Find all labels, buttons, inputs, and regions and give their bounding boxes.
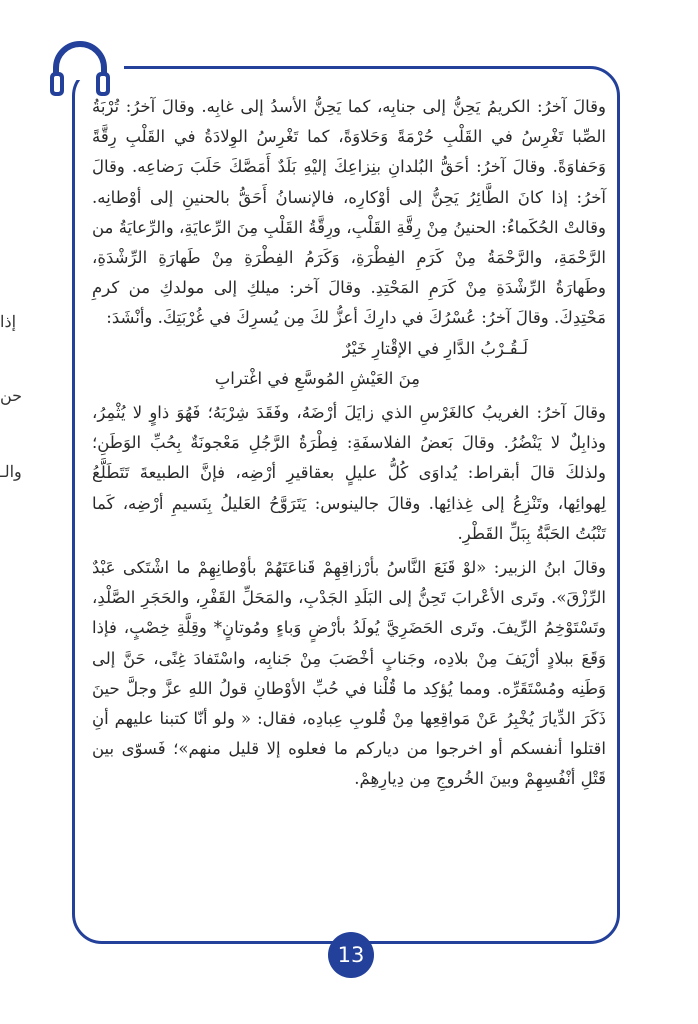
verse-line-2: مِنَ العَيْشِ المُوسَّعِ في اغْترابِ bbox=[214, 368, 420, 388]
paragraph-1: وقالَ آخرُ: الكريمُ يَحِنُّ إلى جنابِه، كما يَحِنُّ الأسدُ إلى غابِه. وقالَ آخرُ: تُرْبَةُ الصِّبا تَغْرِسُ في القَلْبِ حُرْمَةً وَحَلاوَةً، كما تَغْرِسُ الوِلادَةُ في القَلْبِ رِقَّةً وَحَفاوَةً. وقالَ آخرُ: أحَقُّ البُلدانِ بنِزاعِكَ إليْهِ بَلَدٌ أَمَصَّكَ حَلَبَ رَضاعِه. وقالَ آخرُ: إذا كانَ الطَّائِرُ يَحِنُّ إلى أوْكارِه، فالإنسانُ أَحَقُّ بالحنينِ إلى أوْطانِه. وقالتْ الحُكَماءُ: الحنينُ مِنْ رِقَّةِ القَلْبِ، ورِقَّةُ القَلْبِ مِنَ الرِّعايَةِ، والرِّعايَةُ من الرَّحْمَةِ، والرَّحْمَةُ مِنْ كَرَمِ الفِطْرَةِ، وَكَرَمُ الفِطْرَةِ مِنْ طَهارَةِ الرِّشْدَةِ، وطَهارَةُ الرِّشْدَةِ مِنْ كَرَمِ المَحْتِدِ. وقالَ آخر: ميلكِ إلى مولدكِ من كرمِ مَحْتِدِكَ. وقالَ آخرُ: عُسْرُكَ في دارِكَ أعزُّ لكَ مِن يُسرِكَ في غُرْبَتِكَ. وأنْشَدَ: bbox=[92, 97, 606, 328]
edge-fragment-1: إذا bbox=[0, 312, 17, 331]
paragraph-2: وقالَ آخرُ: الغريبُ كالغَرْسِ الذي زايَلَ أرْضَهُ، وفَقَدَ شِرْبَهُ؛ فَهُوَ ذاوٍ لا يُثْمِرُ، وذابِلٌ لا يَنْضُرُ. وقالَ بَعضُ الفلاسفَةِ: فِطْرَةُ الرَّجُلِ مَعْجونَةٌ بِحُبِّ الوَطَنِ؛ ولذلكَ قالَ أبقراط: يُداوَى كُلُّ عليلٍ بعقاقيرِ أرْضِه، فإنَّ الطبيعةَ تَتَطَلَّعُ لِهوائِها، وتَنْزِعُ إلى غِذائِها. وقالَ جالينوس: يَتَرَوَّحُ العَليلُ بِنَسيمِ أرْضِه، كَما تَنْبُتُ الحَبَّةُ بِبَلِّ القَطْرِ. bbox=[92, 403, 606, 543]
page-number-badge: 13 bbox=[328, 932, 374, 978]
paragraph-3: وقالَ ابنُ الزبير: «لوْ قَنَعَ النَّاسُ بأرْزاقِهِمْ قَناعَتَهُمْ بأوْطانِهِمْ ما اشْتَكى عَبْدٌ الرِّزْقَ». وتَرى الأعْرابَ تَحِنُّ إلى البَلَدِ الجَدْبِ، والمَحَلِّ القَفْرِ، والحَجَرِ الصَّلْدِ، وتَسْتَوْخِمُ الرِّيفَ. وتَرى الحَضَرِيَّ يُولَدُ بأرْضٍ وَباءٍ ومُوتانٍ* وقِلَّةِ خِصْبٍ، فإذا وَقَعَ ببلادٍ أرْيَفَ مِنْ بلادِه، وجَنابٍ أخْصَبَ مِنْ جَنابِه، واسْتَفادَ غِنًى، حَنَّ إلى وَطَنِه ومُسْتَقَرِّه. ومما يُؤكِد ما قُلْنا في حُبِّ الأوْطانِ قولُ اللهِ عزَّ وجلَّ حينَ ذَكَرَ الدِّيارَ يُخْبِرُ عَنْ مَواقِعِها مِنْ قُلوبِ عِبادِه، فقال: « ولو أنّا كتبنا عليهم أنِ اقتلوا أنفسكم أو اخرجوا من دياركم ما فعلوه إلا قليل منهم»؛ فَسوّى بين قَتْلِ أنْفُسِهِمْ وبينَ الخُروجِ مِن دِيارِهِمْ. bbox=[92, 558, 606, 789]
edge-fragment-2: حن bbox=[0, 386, 23, 405]
edge-fragment-3: والـ bbox=[0, 462, 22, 481]
headphones-icon bbox=[44, 38, 116, 100]
page-body-text bbox=[92, 92, 606, 932]
verse-line-1: لَـقُـرْبُ الدَّارِ في الإقْتارِ خَيْرٌ bbox=[342, 338, 528, 358]
